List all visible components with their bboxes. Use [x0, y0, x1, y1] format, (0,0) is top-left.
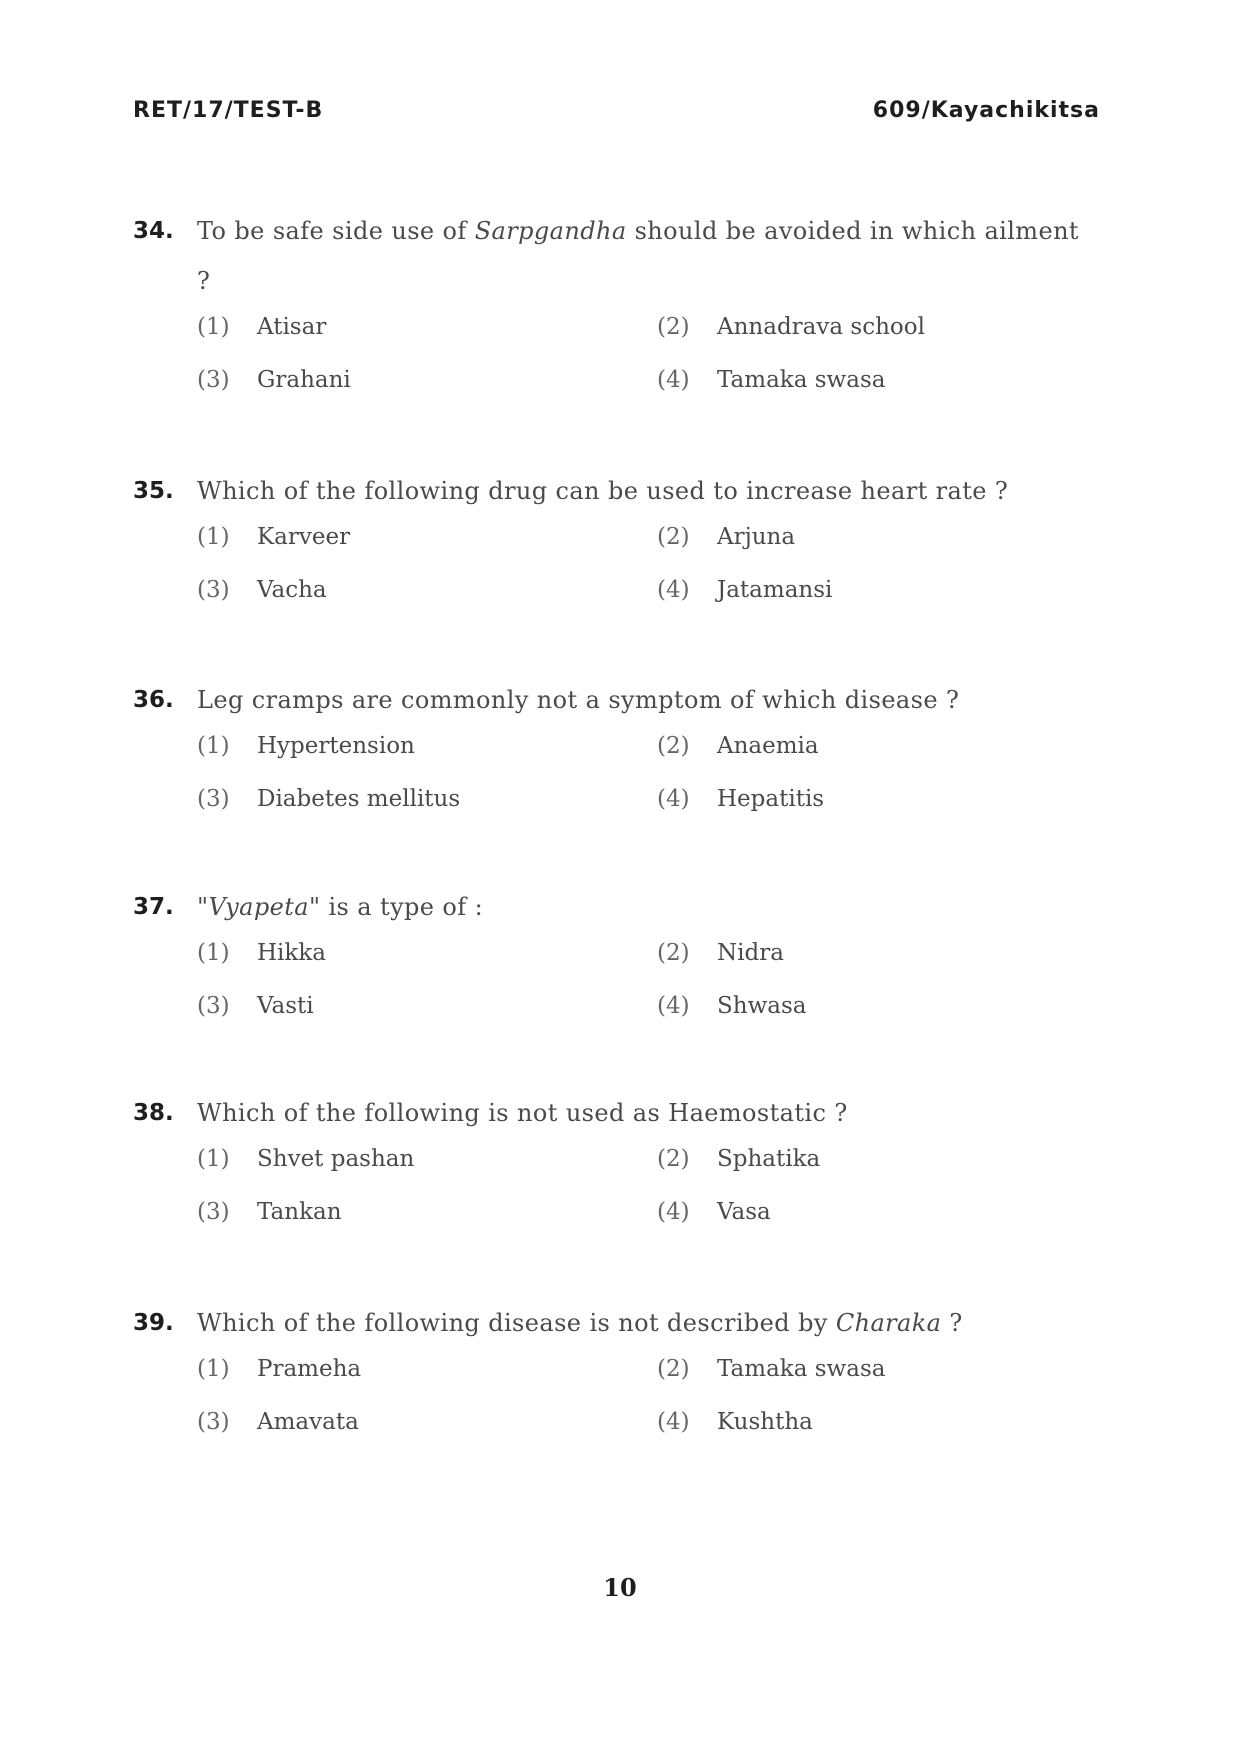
question-number: 37. [133, 894, 174, 920]
option-2: (2) Anaemia [657, 733, 819, 759]
options [197, 733, 1100, 839]
option-1: (1) Atisar [197, 314, 327, 340]
question-number: 34. [133, 218, 174, 244]
option-1: (1) Shvet pashan [197, 1146, 415, 1172]
question-36 [133, 687, 1100, 839]
option-3: (3) Vasti [197, 993, 314, 1019]
question-text: "Vyapeta" is a type of : [197, 893, 484, 921]
option-2: (2) Sphatika [657, 1146, 821, 1172]
question-39 [133, 1310, 1100, 1462]
question-text: Leg cramps are commonly not a symptom of which disease ? [197, 686, 960, 714]
question-34 [133, 218, 1100, 420]
page-header [133, 98, 1100, 123]
page-number: 10 [603, 1573, 637, 1602]
option-4: (4) Jatamansi [657, 577, 833, 603]
question-text: Which of the following drug can be used to increase heart rate ? [197, 477, 1009, 505]
question-35 [133, 478, 1100, 630]
option-3: (3) Diabetes mellitus [197, 786, 461, 812]
option-2: (2) Nidra [657, 940, 784, 966]
option-1: (1) Hikka [197, 940, 326, 966]
option-4: (4) Tamaka swasa [657, 367, 886, 393]
option-2: (2) Tamaka swasa [657, 1356, 886, 1382]
question-number: 35. [133, 478, 174, 504]
option-1: (1) Karveer [197, 524, 351, 550]
option-2: (2) Arjuna [657, 524, 796, 550]
option-3: (3) Amavata [197, 1409, 359, 1435]
question-37 [133, 894, 1100, 1046]
option-3: (3) Tankan [197, 1199, 342, 1225]
exam-code: RET/17/TEST-B [133, 98, 324, 123]
option-3: (3) Vacha [197, 577, 327, 603]
question-text: Which of the following is not used as Haemostatic ? [197, 1099, 848, 1127]
question-number: 36. [133, 687, 174, 713]
question-text: Which of the following disease is not described by Charaka ? [197, 1309, 963, 1337]
option-1: (1) Hypertension [197, 733, 415, 759]
question-number: 39. [133, 1310, 174, 1336]
options [197, 314, 1100, 420]
option-2: (2) Annadrava school [657, 314, 925, 340]
question-number: 38. [133, 1100, 174, 1126]
option-3: (3) Grahani [197, 367, 351, 393]
options [197, 940, 1100, 1046]
option-4: (4) Shwasa [657, 993, 807, 1019]
option-1: (1) Prameha [197, 1356, 362, 1382]
option-4: (4) Kushtha [657, 1409, 813, 1435]
question-text: To be safe side use of Sarpgandha should be avoided in which ailment ? [197, 217, 1079, 295]
subject-code: 609/Kayachikitsa [872, 98, 1100, 123]
option-4: (4) Hepatitis [657, 786, 825, 812]
options [197, 1146, 1100, 1252]
question-38 [133, 1100, 1100, 1252]
option-4: (4) Vasa [657, 1199, 771, 1225]
options [197, 1356, 1100, 1462]
options [197, 524, 1100, 630]
